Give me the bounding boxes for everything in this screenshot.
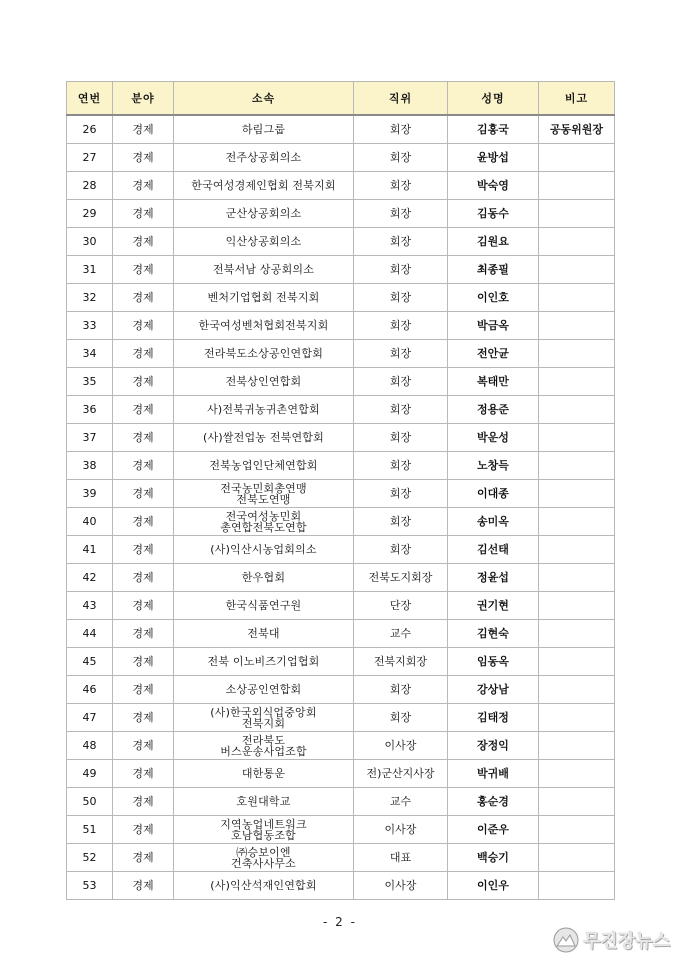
- affiliation-line: 전국여성농민회: [225, 509, 302, 523]
- cell-position: 회장: [354, 228, 448, 256]
- cell-affiliation: [174, 284, 354, 312]
- affiliation-line: 전북도연맹: [236, 492, 291, 506]
- cell-name: 복태만: [448, 368, 539, 396]
- affiliation-line: 익산상공회의소: [225, 235, 302, 248]
- affiliation-line: 전국농민회총연맹: [220, 481, 307, 495]
- cell-affiliation: [174, 340, 354, 368]
- table-row: [67, 256, 615, 284]
- affiliation-line: 한국여성경제인협회 전북지회: [191, 179, 336, 192]
- cell-number: 27: [67, 144, 113, 172]
- cell-number: 29: [67, 200, 113, 228]
- table-row: [67, 396, 615, 424]
- affiliation-line: 전북 이노비즈기업협회: [207, 655, 320, 668]
- cell-name: 노창득: [448, 452, 539, 480]
- cell-affiliation: [174, 816, 354, 844]
- cell-affiliation: [174, 200, 354, 228]
- header-name: 성명: [448, 82, 539, 116]
- cell-number: 32: [67, 284, 113, 312]
- table-row: [67, 228, 615, 256]
- cell-affiliation: [174, 676, 354, 704]
- cell-position: 회장: [354, 508, 448, 536]
- affiliation-line: (사)한국외식업중앙회: [210, 705, 317, 719]
- cell-note: [539, 872, 615, 900]
- watermark-text: 무진장뉴스: [583, 931, 670, 952]
- cell-field: 경제: [113, 536, 174, 564]
- affiliation-line: 소상공인연합회: [225, 683, 302, 696]
- affiliation-line: 한우협회: [241, 571, 286, 584]
- cell-note: [539, 144, 615, 172]
- affiliation-line: 벤처기업협회 전북지회: [207, 291, 320, 304]
- cell-name: 박운성: [448, 424, 539, 452]
- cell-field: 경제: [113, 760, 174, 788]
- cell-note: [539, 508, 615, 536]
- cell-name: 김선태: [448, 536, 539, 564]
- cell-affiliation: [174, 620, 354, 648]
- cell-note: [539, 452, 615, 480]
- cell-number: 37: [67, 424, 113, 452]
- cell-affiliation: [174, 115, 354, 144]
- cell-number: 47: [67, 704, 113, 732]
- cell-number: 51: [67, 816, 113, 844]
- cell-number: 41: [67, 536, 113, 564]
- affiliation-line: 버스운송사업조합: [220, 744, 307, 758]
- table-row: [67, 172, 615, 200]
- cell-note: [539, 256, 615, 284]
- affiliation-line: 전주상공회의소: [225, 151, 302, 164]
- cell-field: 경제: [113, 620, 174, 648]
- cell-position: 회장: [354, 368, 448, 396]
- affiliation-line: 한국식품연구원: [225, 599, 302, 612]
- cell-position: 전북도지회장: [354, 564, 448, 592]
- cell-note: [539, 732, 615, 760]
- cell-position: 회장: [354, 172, 448, 200]
- cell-number: 44: [67, 620, 113, 648]
- cell-position: 이사장: [354, 732, 448, 760]
- table-row: [67, 536, 615, 564]
- cell-note: [539, 200, 615, 228]
- cell-position: 회장: [354, 396, 448, 424]
- cell-affiliation: [174, 424, 354, 452]
- cell-note: [539, 424, 615, 452]
- affiliation-line: ㈜승보이엔: [236, 845, 291, 859]
- table-row: [67, 872, 615, 900]
- cell-note: 공동위원장: [539, 115, 615, 144]
- cell-field: 경제: [113, 788, 174, 816]
- cell-position: 회장: [354, 256, 448, 284]
- table-row: [67, 732, 615, 760]
- cell-position: 회장: [354, 312, 448, 340]
- cell-affiliation: [174, 452, 354, 480]
- cell-name: 정용준: [448, 396, 539, 424]
- cell-affiliation: [174, 760, 354, 788]
- cell-affiliation: [174, 144, 354, 172]
- cell-position: 회장: [354, 115, 448, 144]
- cell-position: 회장: [354, 536, 448, 564]
- cell-position: 회장: [354, 144, 448, 172]
- cell-affiliation: [174, 368, 354, 396]
- cell-note: [539, 760, 615, 788]
- cell-note: [539, 480, 615, 508]
- cell-name: 권기현: [448, 592, 539, 620]
- table-row: [67, 368, 615, 396]
- affiliation-line: 대한통운: [241, 767, 286, 780]
- cell-number: 34: [67, 340, 113, 368]
- header-field: 분야: [113, 82, 174, 116]
- table-row: [67, 284, 615, 312]
- cell-affiliation: [174, 480, 354, 508]
- header-position: 직위: [354, 82, 448, 116]
- cell-affiliation: [174, 564, 354, 592]
- cell-position: 이사장: [354, 872, 448, 900]
- affiliation-line: 전북상인연합회: [225, 375, 302, 388]
- cell-field: 경제: [113, 480, 174, 508]
- cell-field: 경제: [113, 368, 174, 396]
- cell-note: [539, 592, 615, 620]
- cell-affiliation: [174, 536, 354, 564]
- cell-note: [539, 284, 615, 312]
- cell-number: 43: [67, 592, 113, 620]
- affiliation-line: (사)쌀전업농 전북연합회: [203, 431, 324, 444]
- affiliation-line: 전북지회: [241, 716, 286, 730]
- cell-affiliation: [174, 312, 354, 340]
- cell-number: 38: [67, 452, 113, 480]
- table-row: [67, 592, 615, 620]
- table-row: [67, 452, 615, 480]
- cell-note: [539, 844, 615, 872]
- cell-name: 김태정: [448, 704, 539, 732]
- cell-number: 46: [67, 676, 113, 704]
- cell-number: 42: [67, 564, 113, 592]
- cell-name: 김원요: [448, 228, 539, 256]
- table-row: [67, 788, 615, 816]
- table-row: [67, 844, 615, 872]
- cell-position: 전북지회장: [354, 648, 448, 676]
- cell-field: 경제: [113, 115, 174, 144]
- cell-position: 회장: [354, 424, 448, 452]
- member-table: [66, 81, 615, 900]
- table-row: [67, 704, 615, 732]
- affiliation-line: 한국여성벤처협회전북지회: [198, 319, 329, 332]
- cell-number: 45: [67, 648, 113, 676]
- cell-note: [539, 648, 615, 676]
- table-row: [67, 564, 615, 592]
- cell-number: 31: [67, 256, 113, 284]
- cell-field: 경제: [113, 228, 174, 256]
- cell-affiliation: [174, 592, 354, 620]
- cell-field: 경제: [113, 284, 174, 312]
- affiliation-line: 전라북도소상공인연합회: [203, 347, 324, 360]
- cell-position: 교수: [354, 620, 448, 648]
- cell-field: 경제: [113, 340, 174, 368]
- cell-name: 김홍국: [448, 115, 539, 144]
- cell-name: 송미옥: [448, 508, 539, 536]
- cell-name: 이인호: [448, 284, 539, 312]
- cell-field: 경제: [113, 144, 174, 172]
- table-row: [67, 508, 615, 536]
- cell-field: 경제: [113, 732, 174, 760]
- cell-note: [539, 676, 615, 704]
- affiliation-line: 전북서남 상공회의소: [212, 263, 315, 276]
- affiliation-line: 하림그룹: [241, 123, 286, 136]
- cell-note: [539, 788, 615, 816]
- cell-note: [539, 228, 615, 256]
- table-row: [67, 648, 615, 676]
- cell-field: 경제: [113, 172, 174, 200]
- cell-position: 회장: [354, 480, 448, 508]
- cell-name: 임동옥: [448, 648, 539, 676]
- header-number: 연번: [67, 82, 113, 116]
- cell-position: 이사장: [354, 816, 448, 844]
- cell-name: 이대종: [448, 480, 539, 508]
- cell-affiliation: [174, 732, 354, 760]
- affiliation-line: 전라북도: [241, 733, 286, 747]
- cell-affiliation: [174, 872, 354, 900]
- cell-number: 36: [67, 396, 113, 424]
- cell-number: 49: [67, 760, 113, 788]
- cell-field: 경제: [113, 648, 174, 676]
- cell-note: [539, 704, 615, 732]
- cell-number: 50: [67, 788, 113, 816]
- cell-name: 김현숙: [448, 620, 539, 648]
- table-row: [67, 676, 615, 704]
- cell-note: [539, 368, 615, 396]
- cell-affiliation: [174, 704, 354, 732]
- table-row: [67, 760, 615, 788]
- cell-field: 경제: [113, 452, 174, 480]
- cell-field: 경제: [113, 508, 174, 536]
- cell-field: 경제: [113, 844, 174, 872]
- cell-position: 회장: [354, 200, 448, 228]
- table-row: [67, 312, 615, 340]
- cell-name: 백승기: [448, 844, 539, 872]
- cell-affiliation: [174, 508, 354, 536]
- cell-field: 경제: [113, 200, 174, 228]
- cell-number: 26: [67, 115, 113, 144]
- header-note: 비고: [539, 82, 615, 116]
- cell-name: 정윤섭: [448, 564, 539, 592]
- cell-field: 경제: [113, 592, 174, 620]
- table-row: [67, 340, 615, 368]
- cell-field: 경제: [113, 396, 174, 424]
- cell-note: [539, 172, 615, 200]
- cell-number: 28: [67, 172, 113, 200]
- cell-field: 경제: [113, 676, 174, 704]
- cell-position: 회장: [354, 704, 448, 732]
- cell-name: 박금옥: [448, 312, 539, 340]
- affiliation-line: (사)익산시농업회의소: [210, 543, 317, 556]
- table-row: [67, 480, 615, 508]
- cell-number: 39: [67, 480, 113, 508]
- cell-field: 경제: [113, 424, 174, 452]
- cell-position: 교수: [354, 788, 448, 816]
- cell-number: 53: [67, 872, 113, 900]
- cell-affiliation: [174, 256, 354, 284]
- cell-note: [539, 312, 615, 340]
- cell-number: 52: [67, 844, 113, 872]
- cell-note: [539, 620, 615, 648]
- affiliation-line: 사)전북귀농귀촌연합회: [207, 403, 320, 416]
- cell-position: 회장: [354, 340, 448, 368]
- table-row: [67, 115, 615, 144]
- cell-name: 이준우: [448, 816, 539, 844]
- affiliation-line: 호원대학교: [236, 795, 291, 808]
- cell-name: 김동수: [448, 200, 539, 228]
- affiliation-line: 총연합전북도연합: [220, 520, 307, 534]
- cell-name: 이인우: [448, 872, 539, 900]
- cell-number: 30: [67, 228, 113, 256]
- cell-note: [539, 816, 615, 844]
- table-row: [67, 816, 615, 844]
- cell-affiliation: [174, 788, 354, 816]
- cell-name: 장정익: [448, 732, 539, 760]
- affiliation-line: 군산상공회의소: [225, 207, 302, 220]
- cell-number: 33: [67, 312, 113, 340]
- affiliation-line: 지역농업네트워크: [220, 817, 307, 831]
- page-number: - 2 -: [323, 915, 357, 929]
- cell-name: 박숙영: [448, 172, 539, 200]
- cell-affiliation: [174, 396, 354, 424]
- affiliation-line: 호남협동조합: [231, 828, 296, 842]
- table-row: [67, 144, 615, 172]
- table-header-row: [67, 82, 615, 116]
- cell-number: 48: [67, 732, 113, 760]
- cell-name: 박귀배: [448, 760, 539, 788]
- cell-affiliation: [174, 844, 354, 872]
- cell-affiliation: [174, 172, 354, 200]
- cell-name: 홍순경: [448, 788, 539, 816]
- table-row: [67, 424, 615, 452]
- cell-name: 윤방섭: [448, 144, 539, 172]
- table-row: [67, 620, 615, 648]
- affiliation-line: 전북대: [247, 627, 280, 640]
- cell-position: 회장: [354, 676, 448, 704]
- cell-number: 40: [67, 508, 113, 536]
- cell-position: 회장: [354, 284, 448, 312]
- cell-note: [539, 536, 615, 564]
- cell-affiliation: [174, 228, 354, 256]
- header-affiliation: 소속: [174, 82, 354, 116]
- cell-position: 전)군산지사장: [354, 760, 448, 788]
- cell-note: [539, 340, 615, 368]
- cell-position: 단장: [354, 592, 448, 620]
- mountain-logo-icon: [553, 927, 579, 953]
- cell-number: 35: [67, 368, 113, 396]
- cell-note: [539, 396, 615, 424]
- affiliation-line: 건축사사무소: [231, 856, 296, 870]
- cell-position: 회장: [354, 452, 448, 480]
- cell-name: 강상남: [448, 676, 539, 704]
- cell-note: [539, 564, 615, 592]
- watermark: [553, 925, 670, 955]
- table-body: [67, 115, 615, 900]
- affiliation-line: (사)익산석재인연합회: [210, 879, 317, 892]
- cell-affiliation: [174, 648, 354, 676]
- cell-field: 경제: [113, 312, 174, 340]
- cell-field: 경제: [113, 816, 174, 844]
- affiliation-line: 전북농업인단체연합회: [209, 459, 318, 472]
- cell-field: 경제: [113, 256, 174, 284]
- cell-field: 경제: [113, 872, 174, 900]
- cell-field: 경제: [113, 564, 174, 592]
- cell-field: 경제: [113, 704, 174, 732]
- cell-name: 최종필: [448, 256, 539, 284]
- table-row: [67, 200, 615, 228]
- cell-position: 대표: [354, 844, 448, 872]
- cell-name: 전안균: [448, 340, 539, 368]
